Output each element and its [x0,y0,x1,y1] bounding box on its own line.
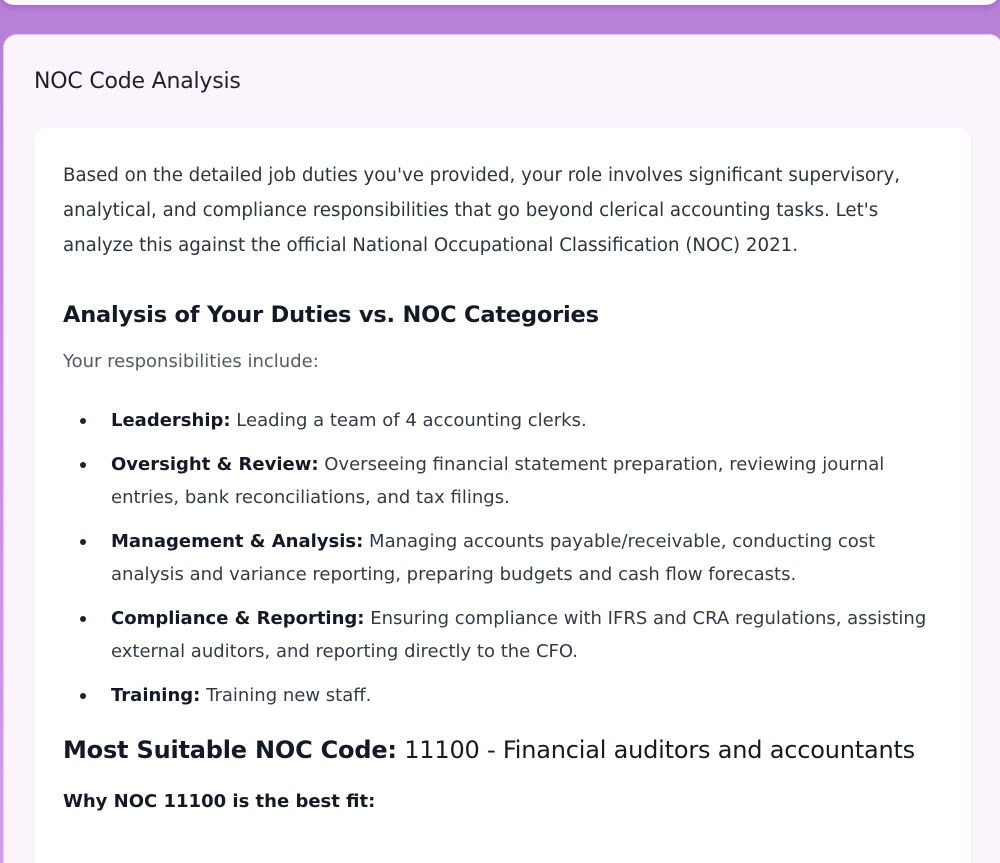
duty-item-compliance [63,602,942,669]
duty-item-leadership [63,404,942,438]
responsibilities-intro: Your responsibilities include: [63,351,319,372]
duty-text: Managing accounts payable/receivable, conducting cost analysis and variance reporting, preparing budgets and cash flow forecasts. [111,530,876,585]
suitable-noc-heading [63,736,942,764]
panel-title: NOC Code Analysis [34,69,241,94]
bullet-icon [80,616,86,622]
bullet-icon [80,418,86,424]
duty-label: Compliance & Reporting: [111,607,365,629]
duty-item-oversight [63,448,942,515]
duty-label: Training: [111,684,201,706]
bullet-icon [80,462,86,468]
duty-label: Management & Analysis: [111,530,364,552]
analysis-content [34,128,971,863]
why-heading: Why NOC 11100 is the best fit: [63,791,376,812]
duty-text: Leading a team of 4 accounting clerks. [230,410,587,431]
duties-list [63,404,942,712]
suitable-noc-code: 11100 - Financial auditors and accountants [396,736,915,764]
duty-item-management [63,525,942,592]
suitable-heading-prefix: Most Suitable NOC Code: [63,736,397,764]
duty-label: Leadership: [111,410,231,431]
previous-card [0,0,1000,5]
intro-paragraph: Based on the detailed job duties you've provided, your role involves significant supervisory, analytical, and compliance responsibilities that go beyond clerical accounting tasks. Let's analyze this against the official National Occupational Classification (NOC) 2021. [63,165,901,256]
bullet-icon [80,693,86,699]
duty-item-training [63,679,942,713]
duty-text: Ensuring compliance with IFRS and CRA regulations, assisting external auditors, and reporting directly to the CFO. [111,607,927,662]
duty-text: Training new staff. [200,684,372,706]
noc-analysis-panel [3,34,1000,863]
duty-label: Oversight & Review: [111,453,319,475]
bullet-icon [80,539,86,545]
duty-text: Overseeing financial statement preparation, reviewing journal entries, bank reconciliations, and tax filings. [111,453,885,508]
analysis-heading: Analysis of Your Duties vs. NOC Categories [63,302,599,328]
